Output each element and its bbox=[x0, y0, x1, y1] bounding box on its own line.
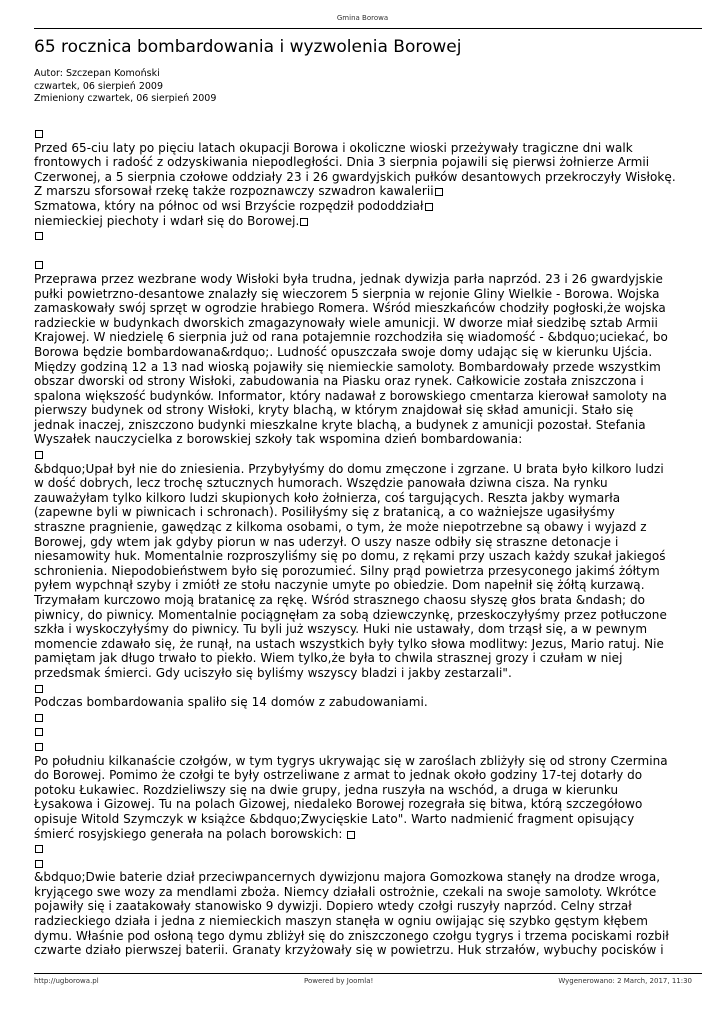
body-line: &bdquo;Dwie baterie dział przeciwpancernych dywizjonu majora Gomozkowa stanęły na drodze wroga, bbox=[34, 870, 661, 885]
missing-glyph-icon bbox=[35, 685, 43, 693]
site-name: Gmina Borowa bbox=[336, 14, 389, 22]
body-line: pyłem wypchnął szyby i zmiótł ze stołu naczynie umyte po obiedzie. Dom napełnił się żółtą kurzawą. bbox=[34, 578, 645, 593]
body-line: zamaskowały swój sprzęt w ogrodzie hrabiego Romera. Wśród mieszkańców chodziły pogłoski,że wojska bbox=[34, 301, 666, 316]
modified-date: Zmieniony czwartek, 06 sierpień 2009 bbox=[34, 93, 217, 104]
missing-glyph-icon bbox=[35, 130, 43, 138]
body-line: szkła i wyskoczyłyśmy do piwnicy. Tu byli już wszyscy. Huki nie ustawały, dom trząsł się, a w pewnym bbox=[34, 622, 648, 637]
header-rule bbox=[34, 28, 702, 29]
body-line: niesamowity huk. Momentalnie rozproszyliśmy się po domu, z rękami przy uszach każdy szukał jakiegoś bbox=[34, 549, 666, 564]
body-line: Borowa będzie bombardowana&rdquo;. Ludność opuszczała swoje domy udając się w kierunku Ujścia. bbox=[34, 344, 653, 359]
footer-generated: Wygenerowano: 2 March, 2017, 11:30 bbox=[558, 977, 692, 985]
body-line: pojawiły się i zaatakowały stanowisko 9 dywizji. Dopiero wtedy czołgi ruszyły naprzód. Celny strzał bbox=[34, 899, 632, 914]
body-line bbox=[34, 184, 702, 199]
body-line: Podczas bombardowania spaliło się 14 domów z zabudowaniami. bbox=[34, 695, 428, 710]
body-line: dymu. Właśnie pod osłoną tego dymu zbliżył się do zniszczonego czołgu tygrys i trzema pociskami rozbił bbox=[34, 928, 669, 943]
created-date: czwartek, 06 sierpień 2009 bbox=[34, 80, 163, 92]
placeholder-glyph bbox=[34, 228, 702, 243]
missing-glyph-icon bbox=[35, 860, 43, 868]
body-line: radzieckiego działa i jedna z niemieckich maszyn stanęła w ogniu owijając się szybko gęstym kłębem bbox=[34, 914, 648, 929]
body-line: straszne pragnienie, gawędząc z kilkoma osobami, o tym, że może niepotrzebne są obawy i wyjazd z bbox=[34, 520, 647, 535]
missing-glyph-icon bbox=[35, 261, 43, 269]
body-line: obszar dworski od strony Wisłoki, zabudowania na Piasku oraz rynek. Całkowicie została zniszczona i bbox=[34, 374, 644, 389]
body-line: schronienia. Niepodobieństwem było się porozumieć. Silny prąd powietrza przesyconego jakimś żółtym bbox=[34, 563, 660, 578]
body-line: pamiętam jak długo trwało to piekło. Wiem tylko,że była to chwila strasznej grozy i czułam w niej bbox=[34, 651, 623, 666]
body-line: (zapewne byli w piwnicach i schronach). Posiliłyśmy się z bratanicą, a co ważniejsze ugasiłyśmy bbox=[34, 505, 615, 520]
missing-glyph-icon bbox=[35, 743, 43, 751]
placeholder-glyph bbox=[34, 724, 702, 739]
body-line: Przeprawa przez wezbrane wody Wisłoki była trudna, jednak dywizja parła naprzód. 23 i 26 gwardyjskie bbox=[34, 271, 663, 286]
body-line: zauważyłam tylko kilkoro ludzi skupionych koło żołnierza, coś targujących. Reszta jakby wymarła bbox=[34, 490, 621, 505]
body-line: przedsmak śmierci. Gdy uciszyło się byliśmy wszyscy bladzi i jakby zestarzali". bbox=[34, 665, 512, 680]
placeholder-glyph bbox=[34, 126, 702, 141]
footer-url[interactable]: http://ugborowa.pl bbox=[34, 977, 99, 985]
body-line: &bdquo;Upał był nie do zniesienia. Przybyłyśmy do domu zmęczone i zgrzane. U brata było kilkoro ludzi bbox=[34, 461, 664, 476]
missing-glyph-icon bbox=[35, 232, 43, 240]
placeholder-glyph bbox=[34, 841, 702, 856]
body-line: potoku Łukawiec. Rozdzieliwszy się na dwie grupy, jedna ruszyła na wschód, a druga w kierunku bbox=[34, 782, 619, 797]
body-line: Łysakowa i Gizowej. Tu na polach Gizowej, niedaleko Borowej rozegrała się bitwa, którą szczegółowo bbox=[34, 797, 643, 812]
body-line: pierwszy budynek od strony Wisłoki, kryty blachą, w którym znajdował się skład amunicji. Stało się bbox=[34, 403, 634, 418]
footer-rule bbox=[34, 973, 702, 974]
body-line: Wyszałek nauczycielka z borowskiej szkoły tak wspomina dzień bombardowania: bbox=[34, 432, 523, 447]
body-line: Przed 65-ciu laty po pięciu latach okupacji Borowa i okoliczne wioski przeżywały tragiczne dni walk bbox=[34, 140, 633, 155]
missing-glyph-icon bbox=[35, 714, 43, 722]
body-line: piwnicy, do piwnicy. Momentalnie pociągnęłam za sobą dziewczynkę, przeskoczyłyśmy przez potłuczone bbox=[34, 607, 667, 622]
missing-glyph-icon bbox=[425, 203, 433, 211]
placeholder-glyph bbox=[34, 447, 702, 462]
body-text: Z marszu sforsował rzekę także rozpoznawczy szwadron kawalerii bbox=[34, 184, 434, 199]
placeholder-glyph bbox=[34, 856, 702, 871]
body-line: opisuje Witold Szymczyk w książce &bdquo;Zwycięskie Lato". Warto nadmienić fragment opisujący bbox=[34, 811, 635, 826]
footer-powered[interactable]: Powered by Joomla! bbox=[304, 977, 374, 985]
missing-glyph-icon bbox=[347, 831, 355, 839]
body-line bbox=[34, 827, 702, 842]
body-line bbox=[34, 199, 702, 214]
body-line: spalona większość budynków. Informator, który nadawał z borowskiego cmentarza kierował samoloty na bbox=[34, 388, 667, 403]
placeholder-glyph bbox=[34, 710, 702, 725]
body-line: jednak inaczej, zniszczono budynki mieszkalne kryte blachą, a budynek z amunicji pozostał. Stefania bbox=[34, 417, 646, 432]
missing-glyph-icon bbox=[35, 728, 43, 736]
body-line: Między godziną 12 a 13 nad wioską pojawiły się niemieckie samoloty. Bombardowały przede wszystkim bbox=[34, 359, 661, 374]
missing-glyph-icon bbox=[35, 845, 43, 853]
missing-glyph-icon bbox=[435, 188, 443, 196]
paragraph-gap bbox=[34, 243, 702, 258]
body-text: Szmatowa, który na północ od wsi Brzyście rozpędził pododdział bbox=[34, 198, 424, 213]
article-title: 65 rocznica bombardowania i wyzwolenia Borowej bbox=[34, 37, 462, 57]
missing-glyph-icon bbox=[35, 451, 43, 459]
body-line: Po południu kilkanaście czołgów, w tym tygrys ukrywając się w zaroślach zbliżyły się od strony Czermina bbox=[34, 753, 668, 768]
body-line: Krajowej. W niedzielę 6 sierpnia już od rana potajemnie rozchodziła się wiadomość - &bdquo;uciekać, bo bbox=[34, 330, 668, 345]
article-meta bbox=[34, 68, 216, 106]
body-line: momencie zdawało się, że runął, na ustach wszystkich były tylko słowa modlitwy: Jezus, Mario ratuj. Nie bbox=[34, 636, 664, 651]
article-body bbox=[34, 126, 702, 958]
author: Autor: Szczepan Komoński bbox=[34, 68, 160, 79]
body-line bbox=[34, 214, 702, 229]
body-line: Czerwonej, a 5 sierpnia czołowe oddziały 23 i 26 gwardyjskich pułków desantowych przekroczyły Wisłokę. bbox=[34, 169, 676, 184]
body-line: czwarte działo pierwszej baterii. Granaty krzyżowały się w powietrzu. Huk strzałów, wybuchy pocisków i bbox=[34, 943, 664, 958]
placeholder-glyph bbox=[34, 739, 702, 754]
body-line: Borowej, gdy wtem jak gdyby piorun w nas uderzył. O uszy nasze odbiły się straszne detonacje i bbox=[34, 534, 619, 549]
body-line: kryjącego swe wozy za mendlami zboża. Niemcy działali ostrożnie, czekali na swoje samoloty. Wkrótce bbox=[34, 884, 657, 899]
placeholder-glyph bbox=[34, 681, 702, 696]
body-line: do Borowej. Pomimo że czołgi te były ostrzeliwane z armat to jednak około godziny 17-tej dotarły do bbox=[34, 768, 643, 783]
body-line: pułki powietrzno-desantowe znalazły się wieczorem 5 sierpnia w rejonie Gliny Wielkie - Borowa. Wojska bbox=[34, 286, 660, 301]
body-line: radzieckie w budynkach dworskich zmagazynowały wiele amunicji. W dworze miał siedzibę sztab Armii bbox=[34, 315, 658, 330]
body-text: niemieckiej piechoty i wdarł się do Borowej. bbox=[34, 213, 300, 228]
body-line: w dość dobrych, lecz trochę sztucznych humorach. Wszędzie panowała dziwna cisza. Na rynku bbox=[34, 476, 608, 491]
placeholder-glyph bbox=[34, 257, 702, 272]
body-line: Trzymałam kurczowo moją bratanicę za rękę. Wśród strasznego chaosu słyszę głos brata &ndash; do bbox=[34, 593, 646, 607]
missing-glyph-icon bbox=[300, 218, 308, 226]
body-text: śmierć rosyjskiego generała na polach borowskich: bbox=[34, 826, 343, 841]
body-line: frontowych i radość z odzyskiwania niepodległości. Dnia 3 sierpnia pojawili się pierwsi żołnierze Armii bbox=[34, 155, 650, 170]
